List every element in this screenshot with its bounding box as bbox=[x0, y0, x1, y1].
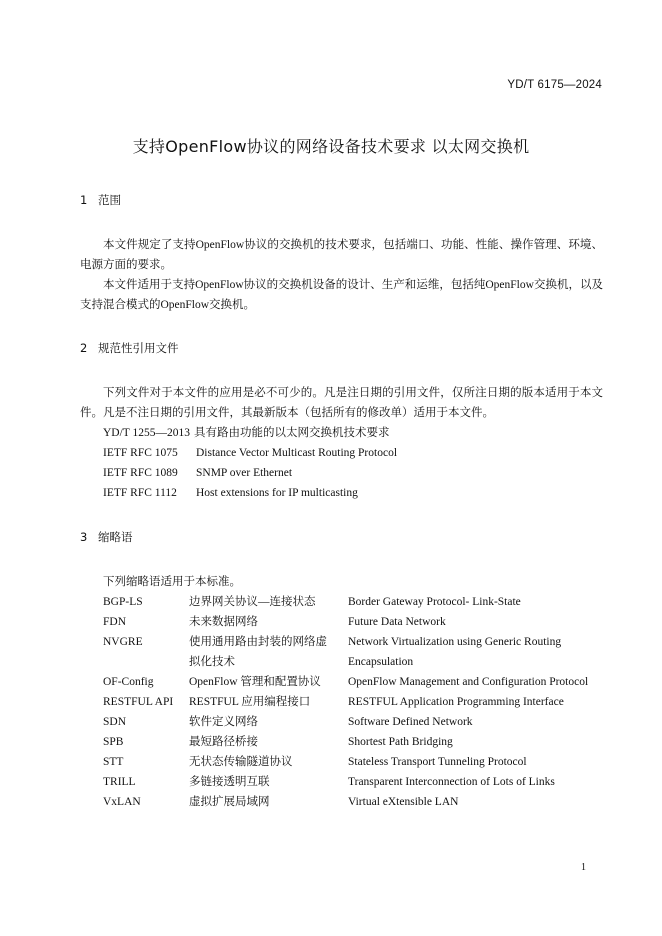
abbreviation-row bbox=[103, 752, 608, 772]
abbreviation-chinese: OpenFlow 管理和配置协议 bbox=[189, 676, 321, 688]
section-title: 规范性引用文件 bbox=[98, 341, 179, 355]
abbreviation: RESTFUL API bbox=[103, 696, 174, 708]
abbreviation-row bbox=[103, 772, 608, 792]
abbreviation-chinese: 边界网关协议—连接状态 bbox=[189, 596, 316, 608]
section-3-heading bbox=[80, 529, 133, 545]
reference-item bbox=[103, 483, 397, 503]
abbreviation: BGP-LS bbox=[103, 596, 143, 608]
abbreviation bbox=[103, 652, 189, 672]
abbreviation-chinese: 使用通用路由封装的网络虚 bbox=[189, 636, 327, 648]
abbreviation-row bbox=[103, 632, 608, 652]
reference-item bbox=[103, 443, 397, 463]
normative-intro bbox=[80, 383, 603, 423]
abbreviation: FDN bbox=[103, 616, 127, 628]
reference-code: IETF RFC 1075 bbox=[103, 447, 178, 459]
abbreviation-row bbox=[103, 692, 608, 712]
reference-code: IETF RFC 1112 bbox=[103, 487, 177, 499]
section-title: 范围 bbox=[98, 193, 121, 207]
abbreviation-english: Virtual eXtensible LAN bbox=[348, 796, 459, 808]
abbreviation: TRILL bbox=[103, 776, 136, 788]
abbreviation-intro: 下列缩略语适用于本标准。 bbox=[103, 576, 241, 588]
scope-text bbox=[80, 235, 603, 315]
abbreviation-chinese: 最短路径桥接 bbox=[189, 736, 258, 748]
abbreviation-english: RESTFUL Application Programming Interface bbox=[348, 696, 564, 708]
section-2-heading bbox=[80, 340, 179, 356]
section-1-heading bbox=[80, 192, 121, 208]
abbreviation-english: Border Gateway Protocol- Link-State bbox=[348, 596, 521, 608]
abbreviation: NVGRE bbox=[103, 636, 143, 648]
abbreviation-english: Future Data Network bbox=[348, 616, 446, 628]
section-title: 缩略语 bbox=[98, 530, 133, 544]
reference-item bbox=[103, 463, 397, 483]
abbreviation-english: Encapsulation bbox=[348, 656, 414, 668]
section-number: 3 bbox=[80, 530, 88, 544]
section-number: 1 bbox=[80, 193, 88, 207]
abbreviation-row bbox=[103, 792, 608, 812]
abbreviation-chinese: 虚拟扩展局域网 bbox=[189, 796, 270, 808]
reference-title: Host extensions for IP multicasting bbox=[196, 487, 358, 499]
page-number: 1 bbox=[581, 862, 586, 873]
document-title: 支持OpenFlow协议的网络设备技术要求 以太网交换机 bbox=[132, 137, 530, 156]
reference-item bbox=[103, 423, 397, 443]
scope-paragraph-2: 本文件适用于支持OpenFlow协议的交换机设备的设计、生产和运维，包括纯OpenFlow交换机，以及支持混合模式的OpenFlow交换机。 bbox=[80, 279, 603, 311]
abbreviation-english: Network Virtualization using Generic Routing bbox=[348, 636, 562, 648]
reference-title: SNMP over Ethernet bbox=[196, 467, 293, 479]
abbreviation-chinese: 未来数据网络 bbox=[189, 616, 258, 628]
abbreviation-english: Transparent Interconnection of Lots of Links bbox=[348, 776, 555, 788]
reference-title: Distance Vector Multicast Routing Protocol bbox=[196, 447, 398, 459]
abbreviation-english: Stateless Transport Tunneling Protocol bbox=[348, 756, 527, 768]
abbreviation-row bbox=[103, 672, 608, 692]
abbreviation-row bbox=[103, 732, 608, 752]
abbreviation-row bbox=[103, 612, 608, 632]
abbreviation-chinese: 拟化技术 bbox=[189, 656, 235, 668]
normative-intro-paragraph: 下列文件对于本文件的应用是必不可少的。凡是注日期的引用文件，仅所注日期的版本适用于本文件。凡是不注日期的引用文件，其最新版本（包括所有的修改单）适用于本文件。 bbox=[80, 387, 603, 419]
abbreviation-row bbox=[103, 592, 608, 612]
abbreviation-row bbox=[103, 652, 608, 672]
abbreviation-chinese: RESTFUL 应用编程接口 bbox=[189, 696, 311, 708]
reference-list bbox=[103, 423, 397, 503]
section-number: 2 bbox=[80, 341, 88, 355]
abbreviation-chinese: 无状态传输隧道协议 bbox=[189, 756, 293, 768]
abbreviation-english: Shortest Path Bridging bbox=[348, 736, 453, 748]
scope-paragraph-1: 本文件规定了支持OpenFlow协议的交换机的技术要求，包括端口、功能、性能、操作管理、环境、电源方面的要求。 bbox=[80, 239, 603, 271]
abbreviation: OF-Config bbox=[103, 676, 154, 688]
abbreviation: SPB bbox=[103, 736, 124, 748]
abbreviation: VxLAN bbox=[103, 796, 141, 808]
reference-code: IETF RFC 1089 bbox=[103, 467, 178, 479]
abbreviation: SDN bbox=[103, 716, 127, 728]
abbreviation-chinese: 软件定义网络 bbox=[189, 716, 258, 728]
reference-code: YD/T 1255—2013 bbox=[103, 427, 190, 439]
abbreviation-table bbox=[103, 592, 608, 812]
abbreviation-chinese: 多链接透明互联 bbox=[189, 776, 270, 788]
abbreviation-english: Software Defined Network bbox=[348, 716, 473, 728]
standard-code: YD/T 6175—2024 bbox=[507, 79, 602, 91]
abbreviation-row bbox=[103, 712, 608, 732]
reference-title: 具有路由功能的以太网交换机技术要求 bbox=[194, 427, 390, 439]
abbreviation: STT bbox=[103, 756, 124, 768]
abbreviation-english: OpenFlow Management and Configuration Protocol bbox=[348, 676, 589, 688]
